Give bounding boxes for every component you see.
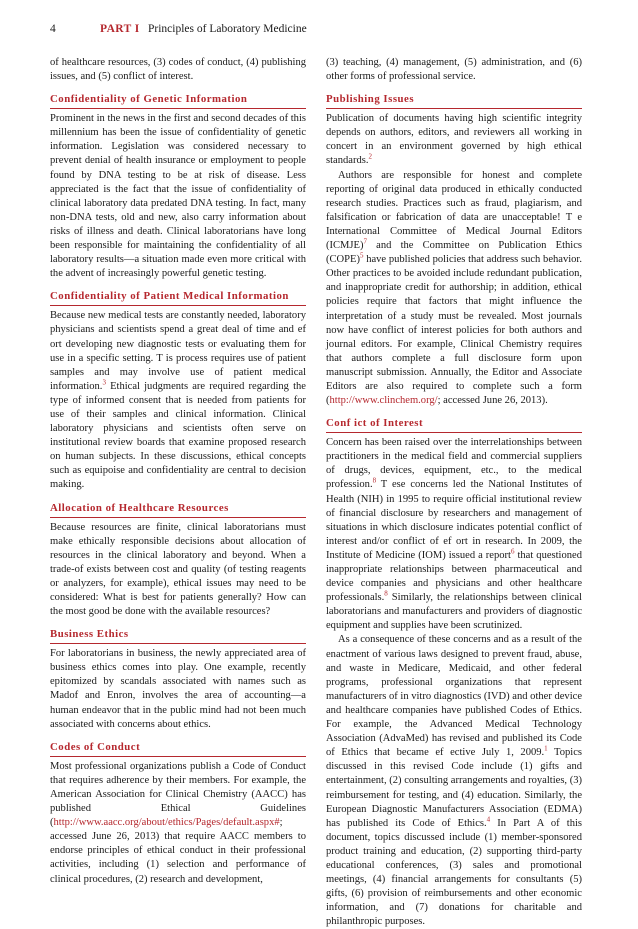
section-heading-genetic-confidentiality: Confidentiality of Genetic Information — [50, 93, 306, 109]
book-title: Principles of Laboratory Medicine — [148, 23, 307, 35]
section-heading-publishing-issues: Publishing Issues — [326, 93, 582, 109]
aacc-ethics-link[interactable]: http://www.aacc.org/about/ethics/Pages/default.aspx# — [53, 817, 280, 829]
business-ethics-paragraph: For laboratorians in business, the newly appreciated area of business ethics comes into play. One example, recently epitomized by scandals associated with names such as Madof and Enron, involves the area of accounting—a human endeavor that in the public mind had not been much associated with concerns about ethics. — [50, 648, 306, 730]
running-header — [50, 22, 590, 36]
section-heading-codes-of-conduct: Codes of Conduct — [50, 741, 306, 757]
section-heading-business-ethics: Business Ethics — [50, 628, 306, 644]
genetic-confidentiality-paragraph: Prominent in the news in the first and second decades of this millennium has been the issue of confidentiality of genetic information. Legislation was considered necessary to prevent denial of health insurance or employment to people found by DNA testing to be at risk of disease. Less appreciated is the fact that the issue of confidentiality of clinical laboratory data predated DNA testing. In fact, many non-DNA tests, old and new, also carry information about risks of illness and death. Clinical laboratorians have long been responsible for maintaining the confidentiality of all laboratory results—a situation made even more critical with the advent of increasingly powerful genetic testing. — [50, 113, 306, 280]
reference-marker[interactable]: 8 — [384, 589, 388, 598]
reference-marker[interactable]: 5 — [359, 251, 364, 260]
reference-marker[interactable]: 3 — [102, 378, 106, 387]
part-label: PART I — [100, 23, 140, 35]
conflict-paragraph-2: As a consequence of these concerns and as a result of the enactment of various laws designed to prevent fraud, abuse, and waste in Medicare, Medicaid, and other federal programs, professional organizations that represent manufacturers of in vitro diagnostics (IVD) and other device and healthcare companies have published Codes of Ethics. For example, the Advanced Medical Technology Association (AdvaMed) has revised and published its Code of Ethics that became ef ective July 1, 2009.$^1$ Topics discussed in this revised Code include (1) gifts and entertainment, (2) consulting arrangements and royalties, (3) reimbursement for testing, and (4) education. Similarly, the European Diagnostic Manufacturers Association (EDMA) has published its Code of Ethics.$^4$ In Part A of this document, topics discussed include (1) member-sponsored product training and education, (2) supporting third-party educational conferences, (3) sales and promotional meetings, (4) financial arrangements for consultants (5) gifts, (6) provision of reimbursements and other economic information, and (7) donations for charitable and philanthropic purposes. — [326, 634, 582, 928]
reference-marker[interactable]: 7 — [363, 237, 367, 246]
reference-marker[interactable]: 8 — [372, 476, 377, 485]
right-column — [326, 56, 582, 929]
reference-marker[interactable]: 6 — [510, 547, 515, 556]
section-heading-patient-confidentiality: Confidentiality of Patient Medical Information — [50, 290, 306, 306]
publishing-paragraph-1: Publication of documents having high scientific integrity depends on authors, editors, and reviewers all working in concert in an environment governed by high ethical standards.$^2$ — [326, 113, 582, 167]
publishing-paragraph-2: Authors are responsible for honest and complete reporting of original data produced in ethically conducted research studies. Practices such as fraud, plagiarism, and falsification or fabrication of data are unacceptable! T e International Committee of Medical Journal Editors (ICMJE)$^7$ and the Committee on Publication Ethics (COPE)$^5$ have published policies that address such behavior. Other practices to be avoided include redundant publication, and inappropriate credit for authorship; in addition, ethical policies require that factors that might influence the interpretation of a study must be revealed. Most journals now have conflict of interest policies for both authors and journal editors. For example, Clinical Chemistry requires that authors complete a full disclosure form upon manuscript submission. Annually, the Editor and Associate Editors are also required to complete such a form (http://www.clinchem.org/; accessed June 26, 2013). — [326, 169, 582, 407]
codes-of-conduct-paragraph: Most professional organizations publish a Code of Conduct that requires adherence by their members. For example, the American Association for Clinical Chemistry (AACC) has published Ethical Guidelines (http://www.aacc.org/about/ethics/Pages/default.aspx#; accessed June 26, 2013) that require AACC members to endorse principles of ethical conduct in their professional activities, including (1) selection and performance of clinical procedures, (2) research and development, — [50, 760, 306, 885]
conflict-paragraph-1: Concern has been raised over the interrelationships between practitioners in the medical field and commercial suppliers of drugs, devices, equipment, etc., to the medical profession.$^8$ T ese concerns led the National Institutes of Health (NIH) in 1995 to require official institutional review of financial disclosure by researchers and management of situations in which disclosure indicates potential conflict of interest and/or conflict of ef ort in research. In 2009, the Institute of Medicine (IOM) issued a report$^6$ that questioned inappropriate relationships between pharmaceutical and device companies and physicians and other healthcare professionals.$^8$ Similarly, the relationships between clinical laboratorians and manufacturers and providers of diagnostic equipment and supplies have been scrutinized. — [326, 437, 582, 632]
page-number: 4 — [50, 23, 56, 35]
resource-allocation-paragraph: Because resources are finite, clinical laboratorians must make ethically responsible decisions about allocation of resources in the clinical laboratory and beyond. When a trade-of exists between cost and quality (of testing reagents or analyzers, for example), ethical issues may need to be considered: What is best for patients generally? How can the most good be done with the available resources? — [50, 521, 306, 618]
clinchem-link[interactable]: http://www.clinchem.org/ — [329, 395, 438, 407]
continued-paragraph: (3) teaching, (4) management, (5) administration, and (6) other forms of professional service. — [326, 57, 582, 83]
reference-marker[interactable]: 1 — [544, 744, 548, 753]
section-heading-conflict-of-interest: Conf ict of Interest — [326, 417, 582, 433]
reference-marker[interactable]: 2 — [368, 152, 372, 161]
left-column — [50, 56, 306, 887]
intro-paragraph: of healthcare resources, (3) codes of conduct, (4) publishing issues, and (5) conflict of interest. — [50, 57, 306, 83]
reference-marker[interactable]: 4 — [486, 815, 491, 824]
patient-confidentiality-paragraph: Because new medical tests are constantly needed, laboratory physicians and scientists spend a great deal of time and ef ort developing new diagnostic tests or evaluating them for use in a specific setting. T is process requires use of patient samples and may involve use of patient medical information.$^3$ Ethical judgments are required regarding the type of informed consent that is needed from patients for use of their samples and clinical information. Clinical laboratory physicians and scientists often serve on institutional review boards that examine proposed research on human subjects. In these discussions, ethical concepts such as equipoise and confidentiality are central to decision making. — [50, 310, 306, 491]
section-heading-resource-allocation: Allocation of Healthcare Resources — [50, 502, 306, 518]
